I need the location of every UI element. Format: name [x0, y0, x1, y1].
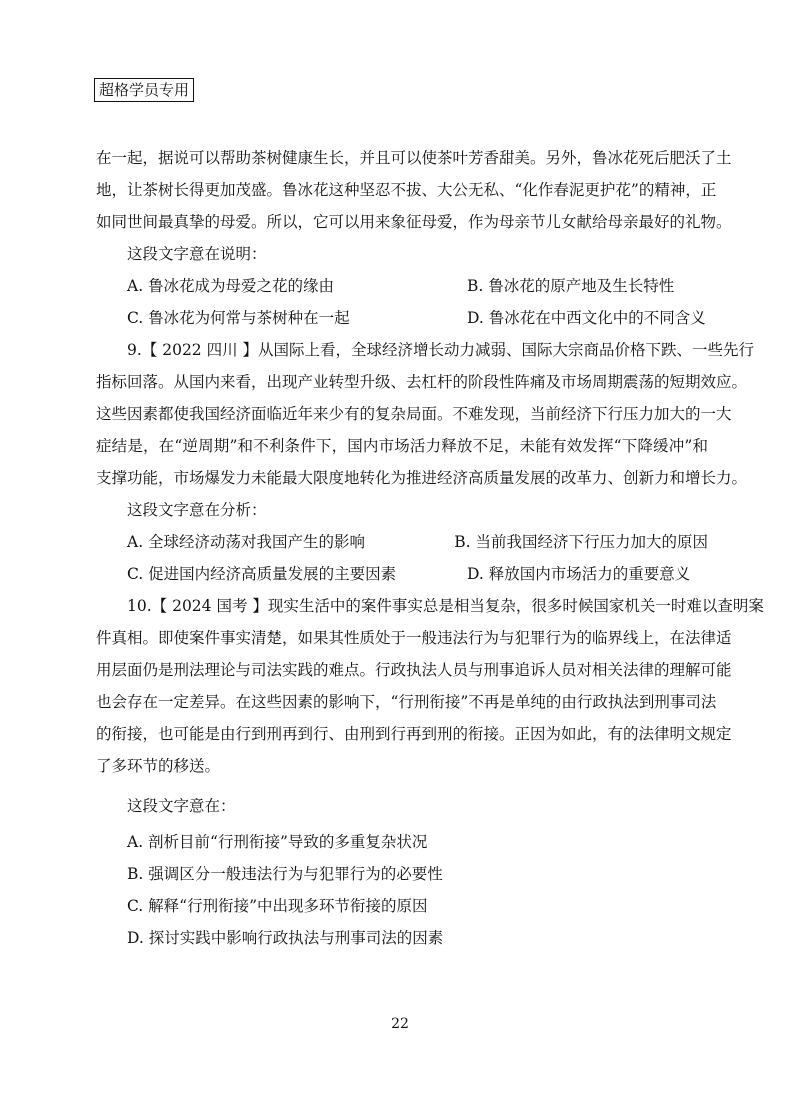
q8-options-row-1	[96, 270, 708, 302]
q9-line-3: 这些因素都使我国经济面临近年来少有的复杂局面。不难发现，当前经济下行压力加大的一大	[96, 405, 732, 423]
q9-line-5: 支撑功能，市场爆发力未能最大限度地转化为推进经济高质量发展的改革力、创新力和增长力。	[96, 469, 748, 487]
q9-line-1: 9.【 2022 四川 】从国际上看，全球经济增长动力减弱、国际大宗商品价格下跌、一些先行	[127, 341, 755, 359]
q10-option-d[interactable]: D. 探讨实践中影响行政执法与刑事司法的因素	[127, 929, 444, 947]
q10-option-b[interactable]: B. 强调区分一般违法行为与犯罪行为的必要性	[127, 865, 443, 883]
q8-line-3: 如同世间最真挚的母爱。所以，它可以用来象征母爱，作为母亲节儿女献给母亲最好的礼物。	[96, 213, 732, 231]
q8-option-c[interactable]: C. 鲁冰花为何常与茶树种在一起	[127, 309, 350, 327]
q9-option-a[interactable]: A. 全球经济动荡对我国产生的影响	[127, 533, 366, 551]
q10-prompt: 这段文字意在：	[127, 797, 236, 815]
q8-line-1: 在一起，据说可以帮助茶树健康生长，并且可以使茶叶芳香甜美。另外，鲁冰花死后肥沃了土	[96, 149, 732, 167]
q9-line-4: 症结是，在“逆周期”和不利条件下，国内市场活力释放不足，未能有效发挥“下降缓冲”和	[96, 437, 708, 455]
q8-option-b[interactable]: B. 鲁冰花的原产地及生长特性	[467, 277, 675, 295]
q8-option-a[interactable]: A. 鲁冰花成为母爱之花的缘由	[127, 277, 335, 295]
q10-option-c[interactable]: C. 解释“行刑衔接”中出现多环节衔接的原因	[127, 897, 428, 915]
q9-option-c[interactable]: C. 促进国内经济高质量发展的主要因素	[127, 565, 397, 583]
q10-option-a[interactable]: A. 剖析目前“行刑衔接”导致的多重复杂状况	[127, 833, 428, 851]
q9-line-2: 指标回落。从国内来看，出现产业转型升级、去杠杆的阶段性阵痛及市场周期震荡的短期效应。	[96, 373, 748, 391]
q10-line-4: 也会存在一定差异。在这些因素的影响下，“行刑衔接”不再是单纯的由行政执法到刑事司法	[96, 693, 717, 711]
q8-option-d[interactable]: D. 鲁冰花在中西文化中的不同含义	[467, 309, 706, 327]
q8-options-row-2	[96, 302, 708, 334]
q9-option-b[interactable]: B. 当前我国经济下行压力加大的原因	[454, 533, 708, 551]
q9-options-row-2	[96, 558, 708, 590]
q10-line-1: 10.【 2024 国考 】现实生活中的案件事实总是相当复杂，很多时候国家机关一时难以查明案	[127, 597, 764, 615]
student-only-badge: 超格学员专用	[94, 78, 194, 102]
q10-line-5: 的衔接，也可能是由行到刑再到行、由刑到行再到刑的衔接。正因为如此，有的法律明文规定	[96, 725, 732, 743]
q10-line-2: 件真相。即使案件事实清楚，如果其性质处于一般违法行为与犯罪行为的临界线上，在法律适	[96, 629, 732, 647]
q9-options-row-1	[96, 526, 708, 558]
q9-prompt: 这段文字意在分析：	[127, 501, 267, 519]
q8-prompt: 这段文字意在说明：	[127, 245, 267, 263]
q9-option-d[interactable]: D. 释放国内市场活力的重要意义	[467, 565, 691, 583]
q8-line-2: 地，让茶树长得更加茂盛。鲁冰花这种坚忍不拔、大公无私、“化作春泥更护花”的精神，正	[96, 181, 717, 199]
page-number: 22	[391, 1016, 409, 1032]
spacer	[96, 782, 708, 790]
q10-line-6: 了多环节的移送。	[96, 757, 221, 775]
page-content	[96, 142, 764, 954]
q10-line-3: 用层面仍是刑法理论与司法实践的难点。行政执法人员与刑事追诉人员对相关法律的理解可能	[96, 661, 732, 679]
